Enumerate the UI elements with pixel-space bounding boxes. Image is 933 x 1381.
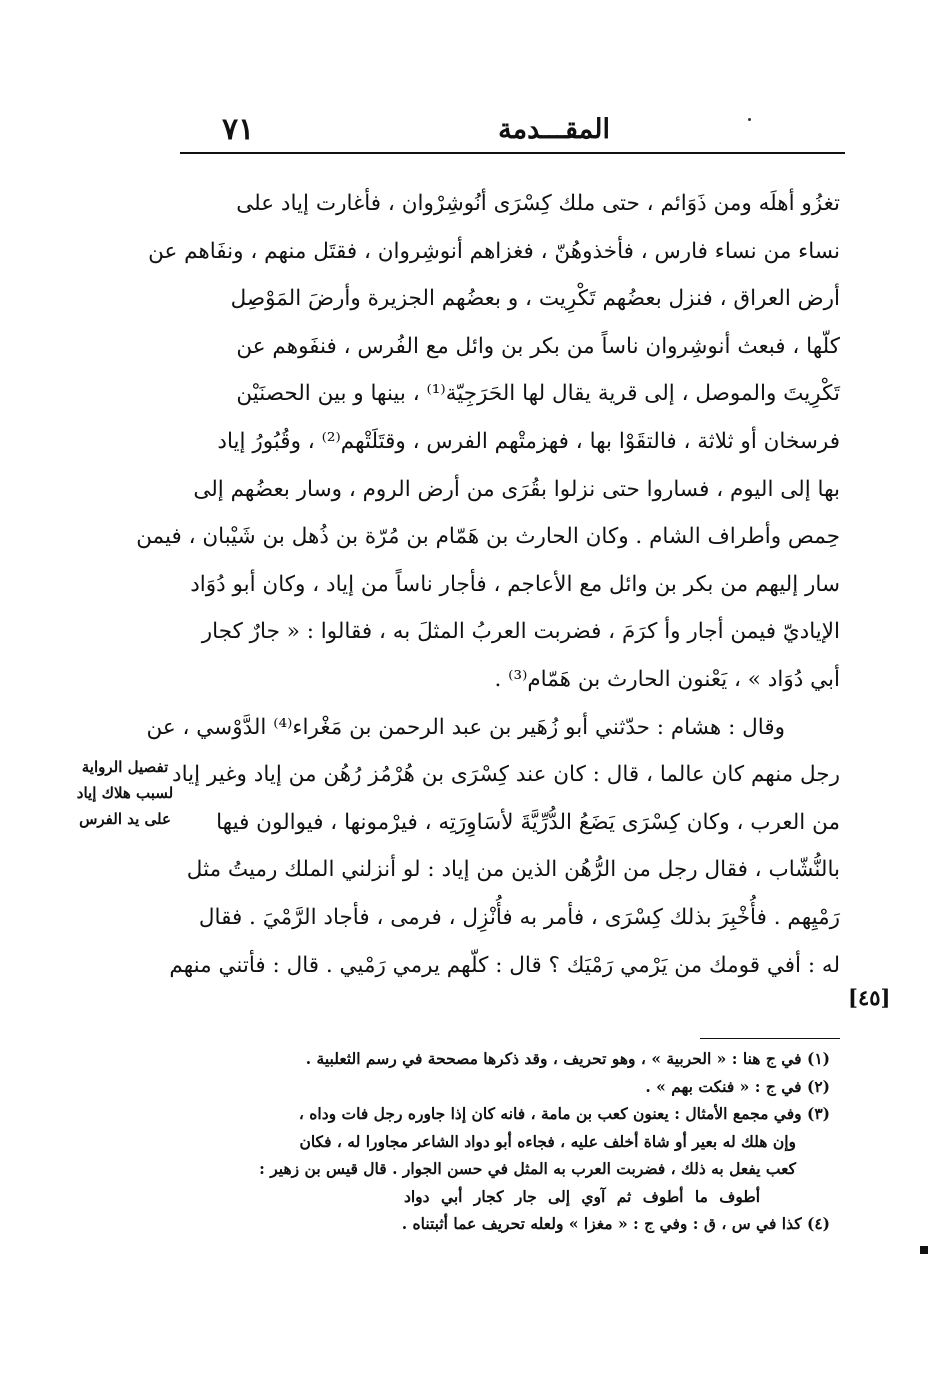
text-line: له : أفي قومك من يَرْمي رَمْيَك ؟ قال : كلّهم يرمي رَمْيي . قال : فأتني منهم bbox=[169, 952, 840, 978]
paragraph-start-line: وقال : هشام : حدّثني أبو زُهَير بن عبد الرحمن بن مَغْراء⁽⁴⁾ الدَّوْسي ، عن bbox=[146, 714, 785, 740]
footnote-line: (٢) في ج : « فنكت بهم » . bbox=[645, 1076, 830, 1096]
footnote-verse: أطوف ما أطوف ثم آوي إلى جار كجار أبي دواد bbox=[403, 1186, 760, 1206]
footnote-rule bbox=[700, 1038, 840, 1039]
text-line: تغزُو أهلَه ومن ذَوَائم ، حتى ملك كِسْرَى أنُوشِرْوان ، فأغارت إياد على bbox=[236, 191, 840, 216]
footnote-line: (٤) كذا في س ، ق : وفي ج : « مغزا » ولعله تحريف عما أثبتناه . bbox=[401, 1214, 830, 1233]
footnote-continuation: كعب يفعل به ذلك ، فضربت العرب به المثل في حسن الجوار . قال قيس بن زهير : bbox=[259, 1159, 796, 1178]
text-line: نساء من نساء فارس ، فأخذوهُنّ ، فغزاهم أنوشِروان ، فقتَل منهم ، ونفَاهم عن bbox=[148, 238, 840, 264]
text-line: أرض العراق ، فنزل بعضُهم تَكْرِيت ، و بعضُهم الجزيرة وأرضَ المَوْصِل bbox=[230, 286, 840, 312]
text-line: فرسخان أو ثلاثة ، فالتقَوْا بها ، فهزمتْهم الفرس ، وقتَلَتْهم⁽²⁾ ، وقُبُورُ إياد bbox=[217, 428, 840, 454]
margin-note-line: على يد الفرس bbox=[79, 810, 171, 828]
text-line: الإياديّ فيمن أجار وأ كرَمَ ، فضربت العربُ المثلَ به ، فقالوا : « جارٌ كجار bbox=[201, 619, 840, 645]
margin-note-line: لسبب هلاك إياد bbox=[76, 784, 174, 802]
text-line: تَكْرِيتَ والموصل ، إلى قرية يقال لها الحَرَجِيّة⁽¹⁾ ، بينها و بين الحصنَيْن bbox=[236, 381, 840, 407]
text-line: رَمْيِهم . فأُخْبِرَ بذلك كِسْرَى ، فأمر به فأُنْزِل ، فرمى ، فأجاد الرَّمْيَ . فقال bbox=[198, 904, 840, 930]
section-number: [٤٥] bbox=[848, 985, 891, 1010]
margin-note bbox=[70, 754, 180, 832]
page-header bbox=[180, 112, 845, 152]
text-line: كلّها ، فبعث أنوشِروان ناساً من بكر بن وائل مع الفُرس ، فنفَوهم عن bbox=[236, 333, 840, 359]
footnote-line: (١) في ج هنا : « الحربية » ، وهو تحريف ، وقد ذكرها مصححة في رسم الثعلبية . bbox=[305, 1049, 830, 1068]
footnotes bbox=[190, 1045, 830, 1238]
footnote-continuation: وإن هلك له بعير أو شاة أخلف عليه ، فجاءه أبو دواد الشاعر مجاورا له ، فكان bbox=[299, 1131, 796, 1151]
footnote-line: (٣) وفي مجمع الأمثال : يعنون كعب بن مامة ، فانه كان إذا جاوره رجل فات وداه ، bbox=[298, 1104, 830, 1123]
page-number: ٧١ bbox=[222, 112, 255, 147]
text-line: رجل منهم كان عالما ، قال : كان عند كِسْرَى بن هُرْمُز رُهُن من إياد وغير إياد bbox=[172, 762, 840, 788]
main-text bbox=[136, 180, 840, 989]
text-line: من العرب ، وكان كِسْرَى يَضَعُ الدُّرِّيَّةَ لأسَاوِرَتِه ، فيرْمونها ، فيوالون فيها bbox=[216, 809, 840, 835]
text-line: حِمص وأطراف الشام . وكان الحارث بن هَمّام بن مُرّة بن ذُهل بن شَيْبان ، فيمن bbox=[136, 524, 840, 550]
header-rule bbox=[180, 152, 845, 154]
text-line: أبي دُوَاد » ، يَعْنون الحارث بن هَمّام⁽³⁾ . bbox=[494, 666, 840, 692]
text-line: بالنُّشّاب ، فقال رجل من الرُّهُن الذين من إياد : لو أنزلني الملك رميتُ مثل bbox=[186, 857, 840, 883]
margin-note-line: تفصيل الرواية bbox=[81, 758, 169, 776]
text-line: سار إليهم من بكر بن وائل مع الأعاجم ، فأجار ناساً من إياد ، وكان أبو دُوَاد bbox=[190, 571, 840, 597]
edge-mark bbox=[920, 1246, 928, 1254]
text-line: بها إلى اليوم ، فساروا حتى نزلوا بقُرَى من أرض الروم ، وسار بعضُهم إلى bbox=[193, 476, 840, 502]
running-title: المقـــدمة bbox=[498, 114, 610, 145]
